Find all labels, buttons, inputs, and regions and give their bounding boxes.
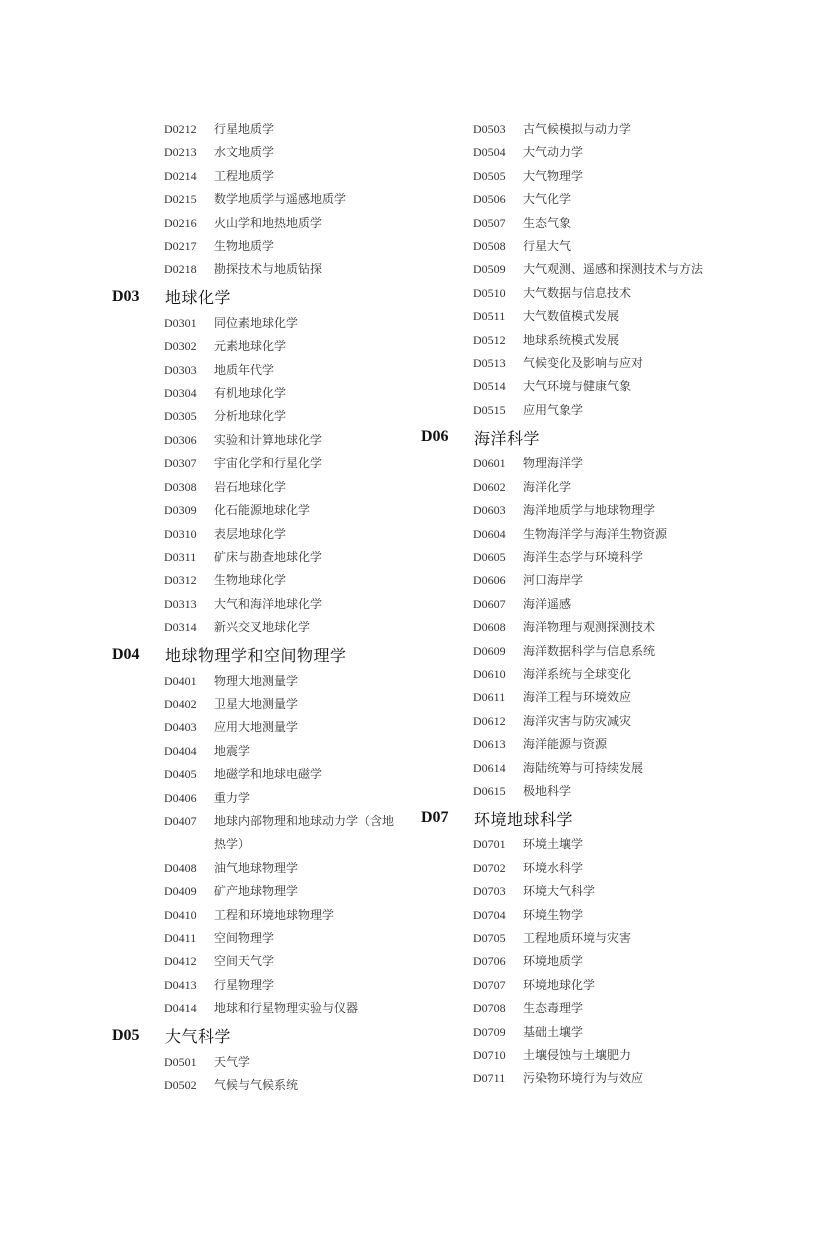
entry-d0504 (421, 141, 751, 164)
entry-title: 地磁学和地球电磁学 (214, 767, 323, 782)
entry-title: 大气观测、遥感和探测技术与方法 (523, 262, 704, 277)
entry-code: D0215 (164, 192, 197, 207)
entry-d0510 (421, 282, 751, 305)
entry-d0704 (421, 904, 751, 927)
entry-d0505 (421, 165, 751, 188)
entry-title: 地球和行星物理实验与仪器 (214, 1001, 359, 1016)
entry-title: 有机地球化学 (214, 386, 287, 401)
entry-d0414 (112, 997, 442, 1020)
entry-title: 油气地球物理学 (214, 860, 299, 875)
entry-code: D0614 (473, 760, 506, 775)
entry-title: 海洋化学 (523, 479, 572, 494)
entry-d0705 (421, 927, 751, 950)
entry-d0503 (421, 118, 751, 141)
entry-d0413 (112, 974, 442, 997)
entry-title: 大气动力学 (523, 145, 584, 160)
section-code: D07 (421, 809, 449, 827)
entry-title: 极地科学 (523, 783, 572, 798)
entry-code: D0709 (473, 1024, 506, 1039)
entry-title: 气候变化及影响与应对 (523, 356, 644, 371)
entry-code: D0305 (164, 409, 197, 424)
entry-code: D0604 (473, 526, 506, 541)
entry-d0306 (112, 429, 442, 452)
entry-d0217 (112, 235, 442, 258)
entry-d0506 (421, 188, 751, 211)
entry-title: 化石能源地球化学 (214, 503, 311, 518)
entry-d0218 (112, 258, 442, 281)
entry-title: 海洋地质学与地球物理学 (523, 503, 656, 518)
entry-code: D0411 (164, 931, 197, 945)
entry-code: D0602 (473, 479, 506, 494)
entry-title: 基础土壤学 (523, 1024, 584, 1039)
section-title: 环境地球科学 (474, 809, 574, 829)
entry-d0514 (421, 375, 751, 398)
section-title: 大气科学 (165, 1027, 232, 1047)
section-heading-d04 (112, 640, 442, 670)
entry-d0613 (421, 733, 751, 756)
entry-title: 矿产地球物理学 (214, 884, 299, 899)
entry-title: 海洋工程与环境效应 (523, 690, 632, 705)
entry-d0310 (112, 523, 442, 546)
entry-title: 海洋灾害与防灾减灾 (523, 713, 632, 728)
entry-d0614 (421, 757, 751, 780)
entry-title: 环境生物学 (523, 907, 584, 922)
section-title: 地球化学 (165, 288, 232, 308)
entry-d0608 (421, 616, 751, 639)
entry-d0509 (421, 258, 751, 281)
entry-title: 海洋数据科学与信息系统 (523, 643, 656, 658)
entry-code: D0213 (164, 145, 197, 160)
entry-d0407 (112, 810, 442, 857)
entry-code: D0401 (164, 673, 197, 688)
section-title: 地球物理学和空间物理学 (165, 646, 347, 666)
entry-code: D0302 (164, 339, 197, 354)
entry-code: D0609 (473, 643, 506, 658)
entry-title: 工程地质环境与灾害 (523, 931, 632, 945)
entry-title: 行星物理学 (214, 977, 275, 992)
entry-code: D0413 (164, 977, 197, 992)
entry-code: D0310 (164, 526, 197, 541)
entry-d0513 (421, 352, 751, 375)
entry-title: 环境地球化学 (523, 977, 596, 992)
entry-title: 地球系统模式发展 (523, 332, 620, 347)
entry-title: 应用大地测量学 (214, 720, 299, 735)
entry-d0213 (112, 141, 442, 164)
entry-d0609 (421, 640, 751, 663)
entry-code: D0505 (473, 168, 506, 183)
entry-title: 矿床与勘查地球化学 (214, 549, 323, 564)
entry-code: D0402 (164, 696, 197, 711)
entry-code: D0309 (164, 503, 197, 518)
entry-title: 物理大地测量学 (214, 673, 299, 688)
entry-d0212 (112, 118, 442, 141)
entry-title: 海洋生态学与环境科学 (523, 549, 644, 564)
entry-d0311 (112, 546, 442, 569)
entry-code: D0216 (164, 215, 197, 230)
entry-title: 海洋物理与观测探测技术 (523, 620, 656, 635)
section-heading-d03 (112, 282, 442, 312)
entry-title: 实验和计算地球化学 (214, 432, 323, 447)
entry-d0703 (421, 880, 751, 903)
entry-d0507 (421, 212, 751, 235)
entry-code: D0512 (473, 332, 506, 347)
entry-code: D0502 (164, 1078, 197, 1093)
entry-d0512 (421, 329, 751, 352)
entry-d0408 (112, 857, 442, 880)
entry-title: 海洋遥感 (523, 596, 572, 611)
entry-code: D0610 (473, 666, 506, 681)
entry-code: D0308 (164, 479, 197, 494)
entry-title: 环境土壤学 (523, 837, 584, 852)
entry-title: 生物海洋学与海洋生物资源 (523, 526, 668, 541)
entry-code: D0513 (473, 356, 506, 371)
entry-code: D0711 (473, 1071, 506, 1086)
entry-title: 分析地球化学 (214, 409, 287, 424)
entry-code: D0608 (473, 620, 506, 635)
entry-title: 海陆统筹与可持续发展 (523, 760, 644, 775)
entry-code: D0304 (164, 386, 197, 401)
entry-d0409 (112, 880, 442, 903)
entry-code: D0412 (164, 954, 197, 969)
entry-title: 物理海洋学 (523, 456, 584, 471)
entry-d0707 (421, 974, 751, 997)
entry-code: D0218 (164, 262, 197, 277)
entry-d0606 (421, 569, 751, 592)
section-heading-d05 (112, 1021, 442, 1051)
entry-code: D0613 (473, 737, 506, 752)
entry-title: 行星地质学 (214, 122, 275, 136)
entry-code: D0406 (164, 790, 197, 805)
entry-code: D0214 (164, 168, 197, 183)
entry-title: 岩石地球化学 (214, 479, 287, 494)
entry-code: D0607 (473, 596, 506, 611)
entry-code: D0703 (473, 884, 506, 899)
entry-d0702 (421, 857, 751, 880)
entry-d0515 (421, 399, 751, 422)
entry-title: 生物地球化学 (214, 573, 287, 588)
entry-code: D0217 (164, 239, 197, 254)
entry-d0402 (112, 693, 442, 716)
entry-code: D0706 (473, 954, 506, 969)
entry-title: 工程和环境地球物理学 (214, 907, 335, 922)
entry-code: D0311 (164, 549, 197, 564)
entry-code: D0307 (164, 456, 197, 471)
entry-d0708 (421, 997, 751, 1020)
entry-code: D0601 (473, 456, 506, 471)
entry-code: D0514 (473, 379, 506, 394)
entry-d0711 (421, 1067, 751, 1090)
entry-d0502 (112, 1074, 442, 1097)
entry-title: 大气数据与信息技术 (523, 285, 632, 300)
entry-d0604 (421, 523, 751, 546)
entry-d0615 (421, 780, 751, 803)
entry-code: D0612 (473, 713, 506, 728)
entry-d0302 (112, 335, 442, 358)
entry-code: D0506 (473, 192, 506, 207)
section-heading-d07 (421, 803, 751, 833)
entry-title: 大气环境与健康气象 (523, 379, 632, 394)
entry-d0309 (112, 499, 442, 522)
entry-code: D0704 (473, 907, 506, 922)
entry-d0312 (112, 569, 442, 592)
entry-d0308 (112, 476, 442, 499)
entry-d0313 (112, 593, 442, 616)
entry-code: D0606 (473, 573, 506, 588)
entry-title: 地震学 (214, 743, 251, 758)
entry-code: D0312 (164, 573, 197, 588)
entry-code: D0404 (164, 743, 197, 758)
entry-code: D0515 (473, 402, 506, 417)
entry-d0303 (112, 359, 442, 382)
entry-d0404 (112, 740, 442, 763)
entry-code: D0313 (164, 596, 197, 611)
right-column (421, 118, 751, 1091)
entry-code: D0705 (473, 931, 506, 945)
entry-d0706 (421, 950, 751, 973)
entry-title: 污染物环境行为与效应 (523, 1071, 644, 1086)
entry-d0412 (112, 950, 442, 973)
entry-d0603 (421, 499, 751, 522)
entry-title: 空间物理学 (214, 931, 275, 945)
entry-code: D0508 (473, 239, 506, 254)
entry-code: D0501 (164, 1054, 197, 1069)
entry-title: 应用气象学 (523, 402, 584, 417)
entry-title: 河口海岸学 (523, 573, 584, 588)
entry-code: D0408 (164, 860, 197, 875)
entry-code: D0306 (164, 432, 197, 447)
entry-title: 行星大气 (523, 239, 572, 254)
entry-code: D0509 (473, 262, 506, 277)
entry-title: 土壤侵蚀与土壤肥力 (523, 1048, 632, 1063)
entry-d0709 (421, 1021, 751, 1044)
entry-code: D0403 (164, 720, 197, 735)
entry-title: 工程地质学 (214, 168, 275, 183)
entry-title: 宇宙化学和行星化学 (214, 456, 323, 471)
entry-d0401 (112, 670, 442, 693)
entry-code: D0303 (164, 362, 197, 377)
entry-code: D0708 (473, 1001, 506, 1016)
entry-d0607 (421, 593, 751, 616)
entry-code: D0511 (473, 309, 506, 324)
entry-d0612 (421, 710, 751, 733)
entry-code: D0503 (473, 122, 506, 136)
entry-d0605 (421, 546, 751, 569)
entry-d0501 (112, 1051, 442, 1074)
entry-title: 天气学 (214, 1054, 251, 1069)
entry-code: D0710 (473, 1048, 506, 1063)
entry-title: 表层地球化学 (214, 526, 287, 541)
entry-code: D0702 (473, 860, 506, 875)
entry-code: D0615 (473, 783, 506, 798)
entry-title: 数学地质学与遥感地质学 (214, 192, 347, 207)
entry-d0406 (112, 787, 442, 810)
entry-code: D0212 (164, 122, 197, 136)
entry-code: D0603 (473, 503, 506, 518)
entry-code: D0605 (473, 549, 506, 564)
section-heading-d06 (421, 422, 751, 452)
entry-d0601 (421, 452, 751, 475)
left-column (112, 118, 442, 1097)
entry-title: 空间天气学 (214, 954, 275, 969)
entry-title: 古气候模拟与动力学 (523, 122, 632, 136)
entry-title: 环境地质学 (523, 954, 584, 969)
entry-title: 火山学和地热地质学 (214, 215, 323, 230)
entry-d0411 (112, 927, 442, 950)
entry-d0410 (112, 904, 442, 927)
entry-title: 海洋能源与资源 (523, 737, 608, 752)
entry-d0508 (421, 235, 751, 258)
entry-title: 地质年代学 (214, 362, 275, 377)
entry-d0602 (421, 476, 751, 499)
entry-d0214 (112, 165, 442, 188)
entry-code: D0410 (164, 907, 197, 922)
entry-d0511 (421, 305, 751, 328)
entry-title: 气候与气候系统 (214, 1078, 299, 1093)
entry-d0403 (112, 716, 442, 739)
entry-title: 勘探技术与地质钻探 (214, 262, 323, 277)
entry-title: 生态气象 (523, 215, 572, 230)
entry-title: 同位素地球化学 (214, 315, 299, 330)
entry-title: 生态毒理学 (523, 1001, 584, 1016)
entry-title: 大气数值模式发展 (523, 309, 620, 324)
entry-d0701 (421, 833, 751, 856)
entry-d0314 (112, 616, 442, 639)
entry-d0216 (112, 212, 442, 235)
entry-code: D0504 (473, 145, 506, 160)
entry-d0305 (112, 405, 442, 428)
section-title: 海洋科学 (474, 428, 541, 448)
entry-title: 环境大气科学 (523, 884, 596, 899)
entry-code: D0507 (473, 215, 506, 230)
entry-title: 大气物理学 (523, 168, 584, 183)
entry-title: 水文地质学 (214, 145, 275, 160)
entry-code: D0301 (164, 315, 197, 330)
entry-code: D0414 (164, 1001, 197, 1016)
entry-code: D0701 (473, 837, 506, 852)
entry-d0710 (421, 1044, 751, 1067)
entry-title: 大气和海洋地球化学 (214, 596, 323, 611)
entry-code: D0405 (164, 767, 197, 782)
entry-d0610 (421, 663, 751, 686)
entry-code: D0707 (473, 977, 506, 992)
entry-title: 大气化学 (523, 192, 572, 207)
entry-d0304 (112, 382, 442, 405)
entry-d0215 (112, 188, 442, 211)
entry-title: 新兴交叉地球化学 (214, 620, 311, 635)
entry-title: 海洋系统与全球变化 (523, 666, 632, 681)
entry-title: 生物地质学 (214, 239, 275, 254)
section-code: D06 (421, 428, 449, 446)
entry-title: 环境水科学 (523, 860, 584, 875)
entry-code: D0611 (473, 690, 506, 705)
entry-title: 卫星大地测量学 (214, 696, 299, 711)
entry-d0307 (112, 452, 442, 475)
entry-title: 重力学 (214, 790, 251, 805)
entry-code: D0409 (164, 884, 197, 899)
entry-code: D0510 (473, 285, 506, 300)
entry-d0405 (112, 763, 442, 786)
section-code: D05 (112, 1026, 140, 1044)
entry-title: 地球内部物理和地球动力学（含地热学） (214, 813, 395, 852)
entry-d0611 (421, 686, 751, 709)
entry-code: D0314 (164, 620, 197, 635)
section-code: D04 (112, 645, 140, 663)
entry-code: D0407 (164, 813, 197, 828)
entry-d0301 (112, 312, 442, 335)
section-code: D03 (112, 287, 140, 305)
entry-title: 元素地球化学 (214, 339, 287, 354)
